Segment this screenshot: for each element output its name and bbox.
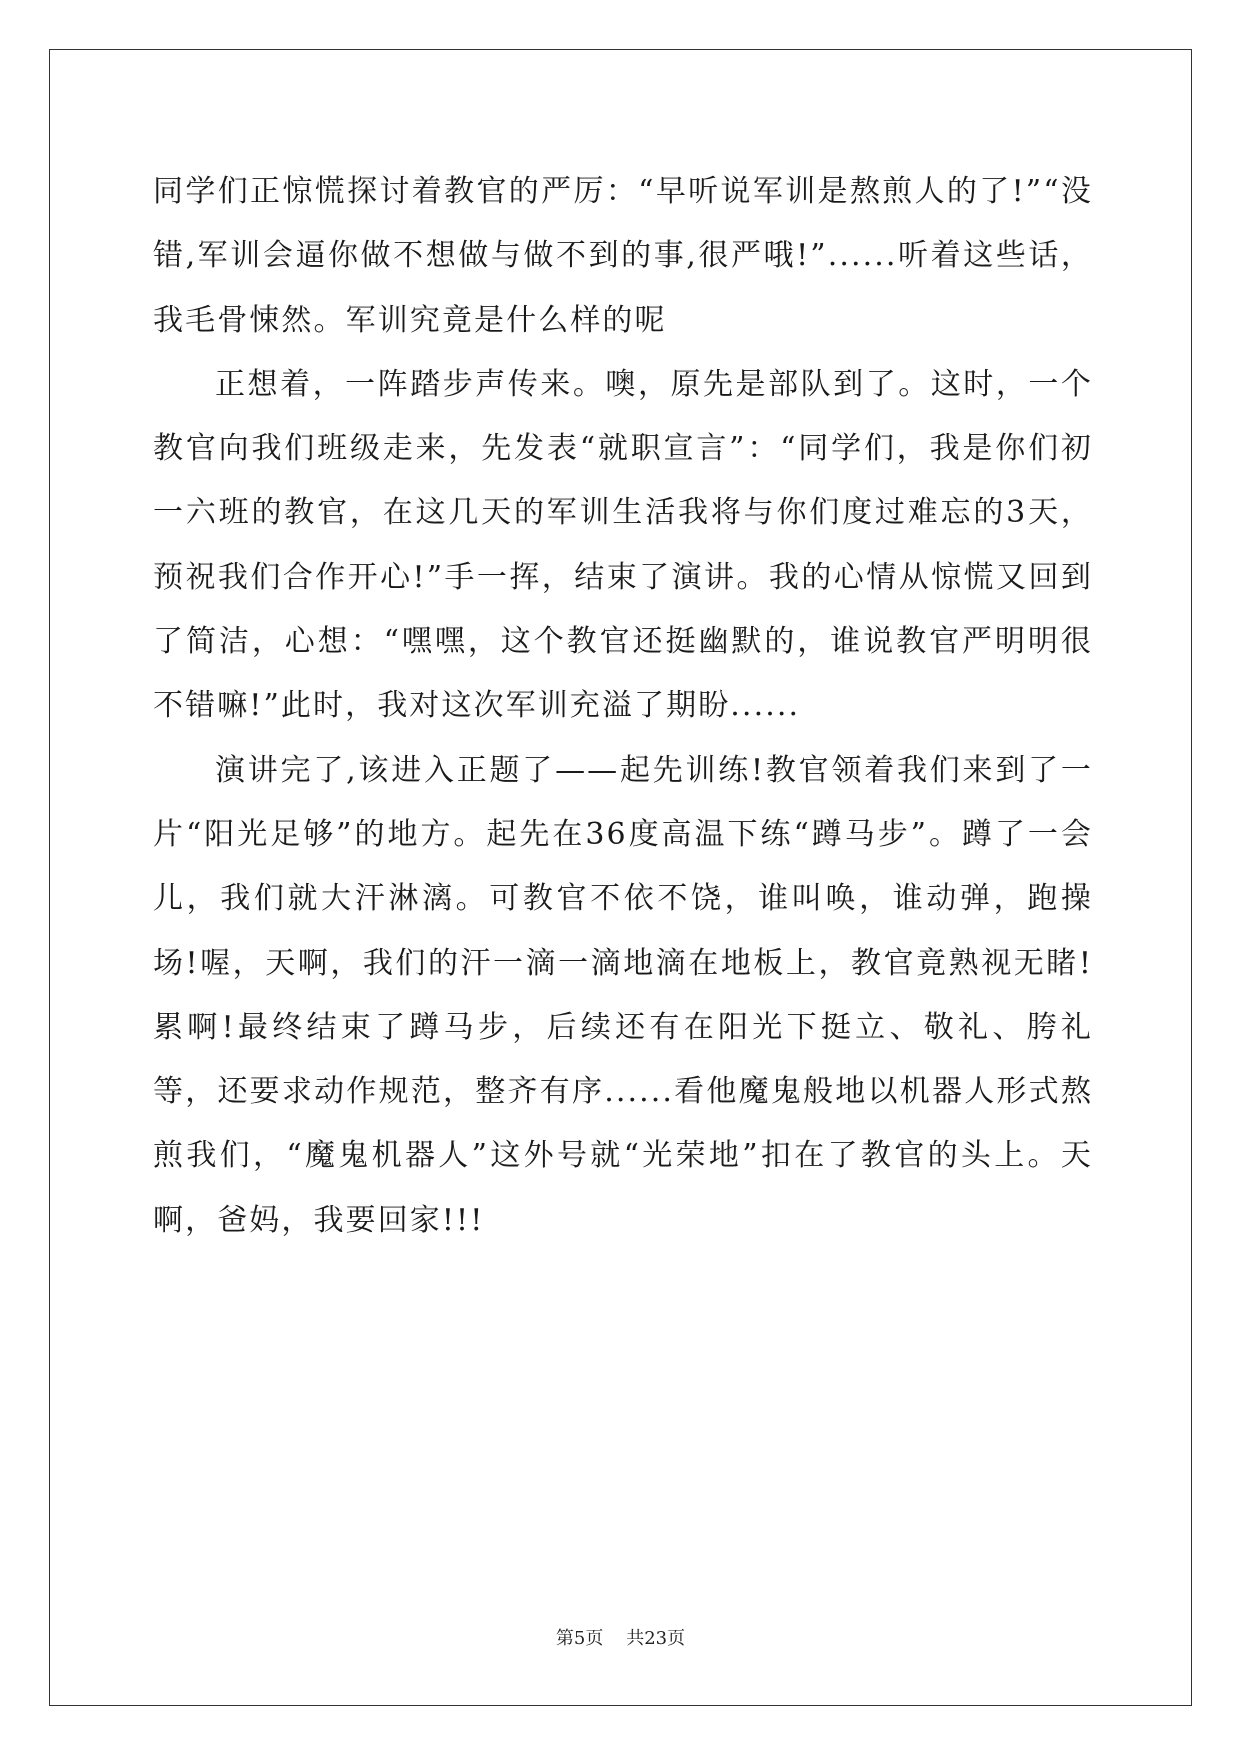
paragraph-2: 正想着，一阵踏步声传来。噢，原先是部队到了。这时，一个教官向我们班级走来，先发表“就职宣言”：“同学们，我是你们初一六班的教官，在这几天的军训生活我将与你们度过难忘的3天，预祝我们合作开心!”手一挥，结束了演讲。我的心情从惊慌又回到了简洁，心想：“嘿嘿，这个教官还挺幽默的，谁说教官严明明很不错嘛!”此时，我对这次军训充溢了期盼...... [153, 366, 1093, 724]
page-number-total: 共23页 [626, 1628, 686, 1649]
page-footer [0, 1624, 1241, 1650]
paragraph-1: 同学们正惊慌探讨着教官的严厉：“早听说军训是熬煎人的了!”“没错,军训会逼你做不想做与做不到的事,很严哦!”......听着这些话，我毛骨悚然。军训究竟是什么样的呢 [153, 174, 1093, 338]
page-number-current: 第5页 [555, 1628, 604, 1649]
document-body [153, 160, 1093, 1253]
paragraph-3: 演讲完了,该进入正题了——起先训练!教官领着我们来到了一片“阳光足够”的地方。起先在36度高温下练“蹲马步”。蹲了一会儿，我们就大汗淋漓。可教官不依不饶，谁叫唤，谁动弹，跑操场!喔，天啊，我们的汗一滴一滴地滴在地板上，教官竟熟视无睹!累啊!最终结束了蹲马步，后续还有在阳光下挺立、敬礼、胯礼等，还要求动作规范，整齐有序......看他魔鬼般地以机器人形式熬煎我们，“魔鬼机器人”这外号就“光荣地”扣在了教官的头上。天啊，爸妈，我要回家!!! [153, 752, 1093, 1238]
